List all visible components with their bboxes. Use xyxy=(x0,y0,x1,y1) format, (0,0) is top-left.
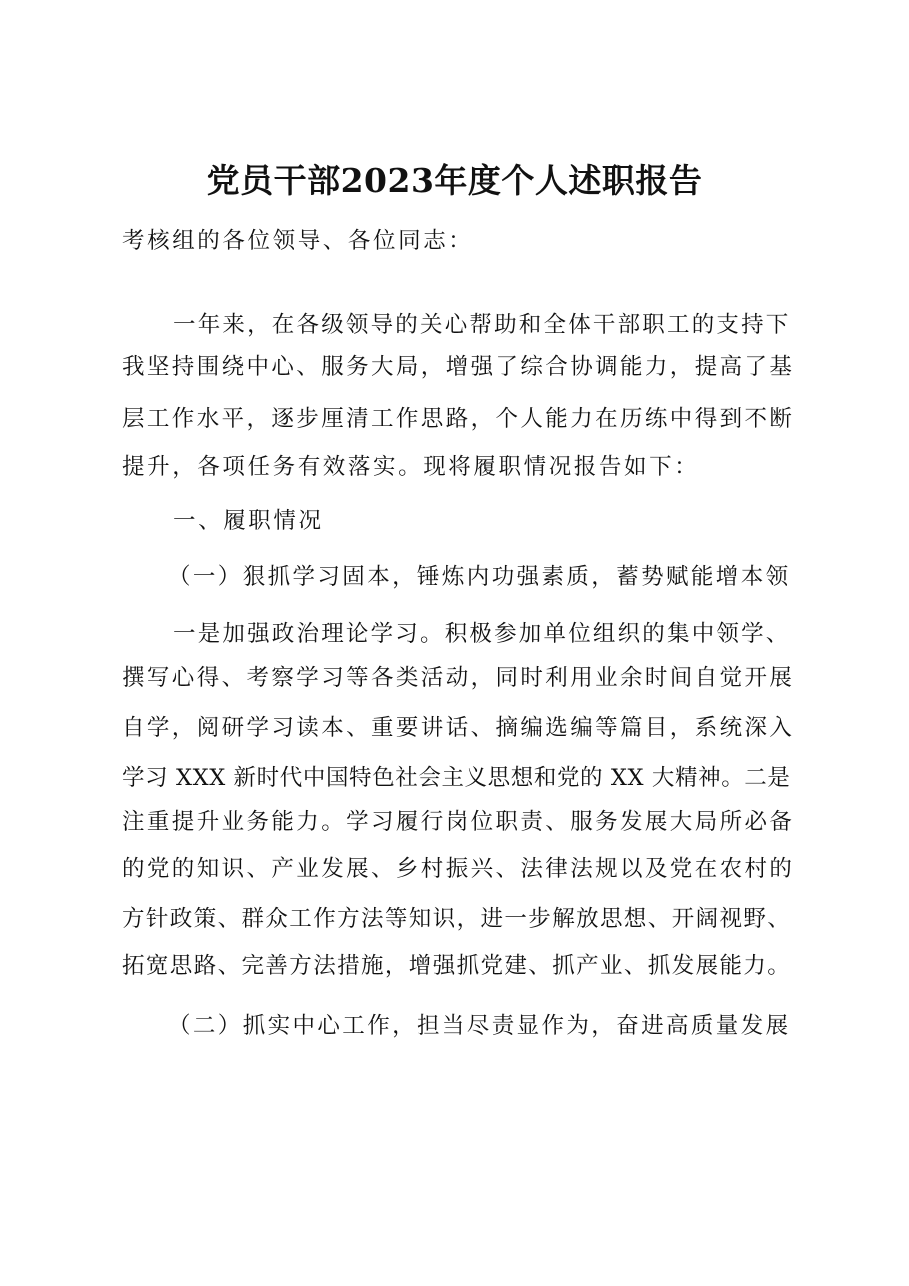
subsection2-heading: （二）抓实中心工作，担当尽责显作为，奋进高质量发展 xyxy=(168,1013,791,1039)
paragraph2-line-4: 学习 XXX 新时代中国特色社会主义思想和党的 XX 大精神。二是 xyxy=(122,765,791,791)
paragraph2-line-2: 撰写心得、考察学习等各类活动，同时利用业余时间自觉开展 xyxy=(122,665,795,691)
paragraph2-line-1: 一是加强政治理论学习。积极参加单位组织的集中领学、 xyxy=(173,621,791,647)
paragraph1-line-2: 我坚持围绕中心、服务大局，增强了综合协调能力，提高了基 xyxy=(122,354,795,380)
document-title: 党员干部2023年度个人述职报告 xyxy=(206,161,703,200)
paragraph1-line-1: 一年来，在各级领导的关心帮助和全体干部职工的支持下 xyxy=(173,312,791,338)
paragraph1-line-3: 层工作水平，逐步厘清工作思路，个人能力在历练中得到不断 xyxy=(122,406,795,432)
paragraph2-line-8: 拓宽思路、完善方法措施，增强抓党建、抓产业、抓发展能力。 xyxy=(122,953,792,979)
paragraph1-line-4: 提升，各项任务有效落实。现将履职情况报告如下： xyxy=(122,454,700,480)
paragraph2-line-6: 的党的知识、产业发展、乡村振兴、法律法规以及党在农村的 xyxy=(122,856,795,882)
subsection1-heading: （一）狠抓学习固本，锤炼内功强素质，蓄势赋能增本领 xyxy=(168,564,791,590)
paragraph2-line-7: 方针政策、群众工作方法等知识，进一步解放思想、开阔视野、 xyxy=(122,906,792,932)
paragraph2-line-3: 自学，阅研学习读本、重要讲话、摘编选编等篇目，系统深入 xyxy=(122,715,795,741)
paragraph2-line-5: 注重提升业务能力。学习履行岗位职责、服务发展大局所必备 xyxy=(122,809,795,835)
greeting: 考核组的各位领导、各位同志： xyxy=(122,228,474,254)
section1-heading: 一、履职情况 xyxy=(173,508,324,534)
